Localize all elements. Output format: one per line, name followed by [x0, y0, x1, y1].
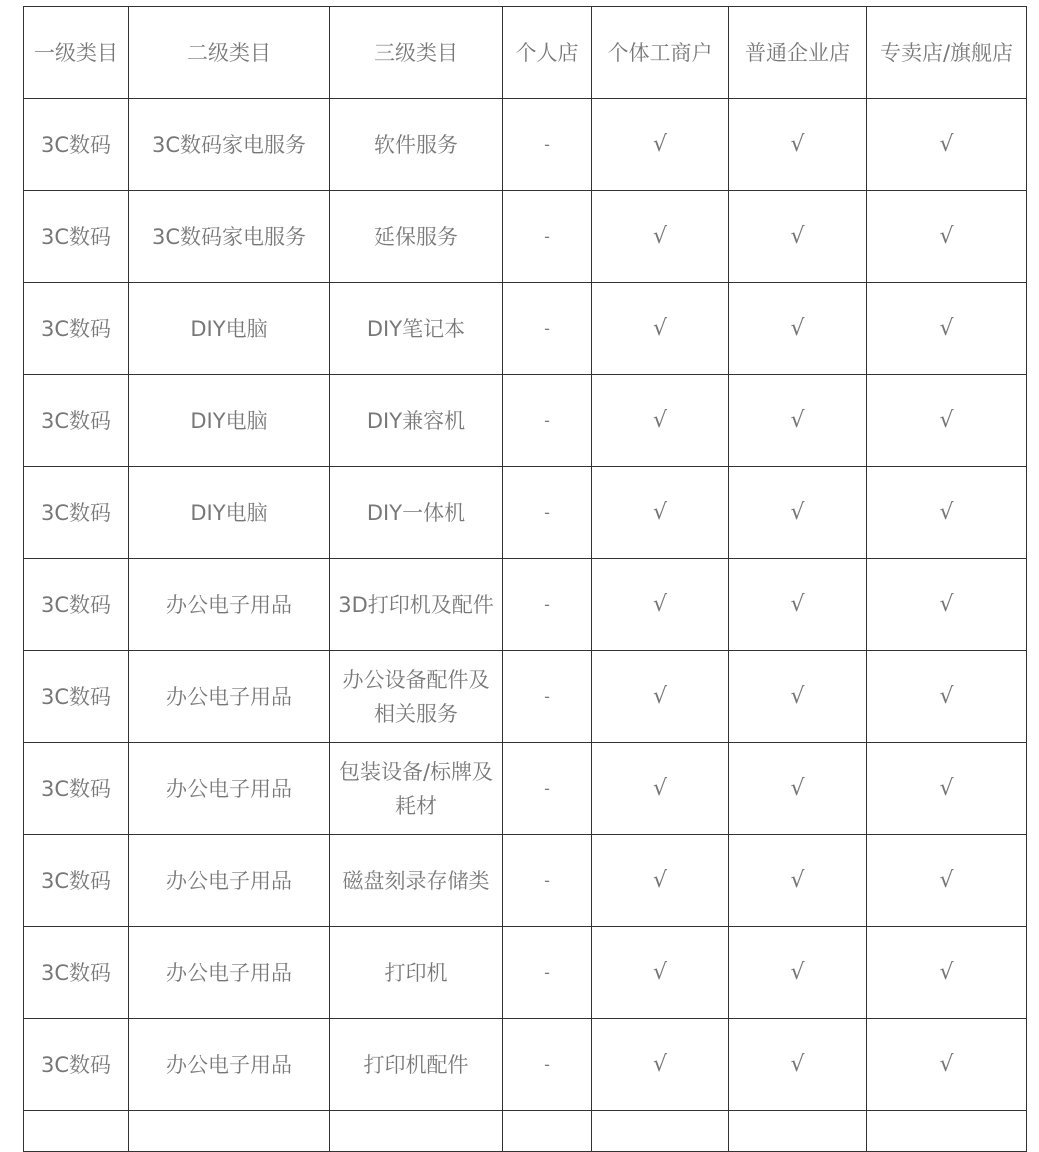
cell-enterprise-store: √: [729, 99, 867, 191]
cell-enterprise-store: √: [729, 651, 867, 743]
table-row: [24, 99, 1027, 191]
cell-individual-business: √: [592, 743, 729, 835]
cell-level3: 磁盘刻录存储类: [330, 835, 503, 927]
category-permission-table: [23, 6, 1027, 1152]
cell-empty: [867, 1111, 1027, 1152]
cell-level2: DIY电脑: [129, 467, 330, 559]
cell-level3: 包装设备/标牌及耗材: [330, 743, 503, 835]
cell-personal-store: -: [503, 743, 592, 835]
cell-personal-store: -: [503, 467, 592, 559]
table-row: [24, 375, 1027, 467]
cell-level1: 3C数码: [24, 375, 129, 467]
cell-flagship-store: √: [867, 283, 1027, 375]
cell-flagship-store: √: [867, 375, 1027, 467]
header-individual-business: 个体工商户: [592, 7, 729, 99]
cell-empty: [330, 1111, 503, 1152]
cell-empty: [24, 1111, 129, 1152]
cell-personal-store: -: [503, 559, 592, 651]
table-row: [24, 467, 1027, 559]
cell-level2: 3C数码家电服务: [129, 191, 330, 283]
cell-empty: [592, 1111, 729, 1152]
cell-enterprise-store: √: [729, 927, 867, 1019]
table-row: [24, 651, 1027, 743]
cell-individual-business: √: [592, 1019, 729, 1111]
cell-level2: 办公电子用品: [129, 927, 330, 1019]
cell-enterprise-store: √: [729, 743, 867, 835]
cell-empty: [729, 1111, 867, 1152]
cell-level2: 办公电子用品: [129, 1019, 330, 1111]
table-row: [24, 835, 1027, 927]
cell-enterprise-store: √: [729, 1019, 867, 1111]
cell-empty: [503, 1111, 592, 1152]
cell-personal-store: -: [503, 835, 592, 927]
cell-level2: 办公电子用品: [129, 835, 330, 927]
cell-individual-business: √: [592, 99, 729, 191]
cell-personal-store: -: [503, 375, 592, 467]
cell-level2: DIY电脑: [129, 375, 330, 467]
cell-level3: 打印机配件: [330, 1019, 503, 1111]
cell-personal-store: -: [503, 927, 592, 1019]
cell-flagship-store: √: [867, 651, 1027, 743]
header-enterprise-store: 普通企业店: [729, 7, 867, 99]
cell-enterprise-store: √: [729, 283, 867, 375]
cell-level2: DIY电脑: [129, 283, 330, 375]
table-row-partial: [24, 1111, 1027, 1152]
cell-flagship-store: √: [867, 1019, 1027, 1111]
category-table-container: [23, 6, 1027, 1152]
table-row: [24, 1019, 1027, 1111]
header-level1-category: 一级类目: [24, 7, 129, 99]
cell-level3: 办公设备配件及相关服务: [330, 651, 503, 743]
cell-level3: DIY一体机: [330, 467, 503, 559]
cell-level1: 3C数码: [24, 191, 129, 283]
table-row: [24, 927, 1027, 1019]
header-level2-category: 二级类目: [129, 7, 330, 99]
cell-flagship-store: √: [867, 191, 1027, 283]
cell-level2: 办公电子用品: [129, 559, 330, 651]
cell-level1: 3C数码: [24, 283, 129, 375]
cell-individual-business: √: [592, 191, 729, 283]
cell-level1: 3C数码: [24, 651, 129, 743]
cell-level2: 办公电子用品: [129, 651, 330, 743]
cell-level1: 3C数码: [24, 835, 129, 927]
header-level3-category: 三级类目: [330, 7, 503, 99]
cell-empty: [129, 1111, 330, 1152]
cell-level2: 办公电子用品: [129, 743, 330, 835]
cell-level3: DIY笔记本: [330, 283, 503, 375]
table-row: [24, 283, 1027, 375]
cell-enterprise-store: √: [729, 835, 867, 927]
cell-enterprise-store: √: [729, 467, 867, 559]
cell-level1: 3C数码: [24, 1019, 129, 1111]
cell-level2: 3C数码家电服务: [129, 99, 330, 191]
cell-level1: 3C数码: [24, 743, 129, 835]
cell-flagship-store: √: [867, 99, 1027, 191]
cell-level3: 延保服务: [330, 191, 503, 283]
cell-level3: DIY兼容机: [330, 375, 503, 467]
cell-flagship-store: √: [867, 927, 1027, 1019]
cell-personal-store: -: [503, 283, 592, 375]
cell-personal-store: -: [503, 1019, 592, 1111]
cell-enterprise-store: √: [729, 191, 867, 283]
cell-individual-business: √: [592, 375, 729, 467]
table-header-row: [24, 7, 1027, 99]
cell-individual-business: √: [592, 283, 729, 375]
cell-flagship-store: √: [867, 743, 1027, 835]
cell-individual-business: √: [592, 835, 729, 927]
cell-personal-store: -: [503, 191, 592, 283]
cell-level1: 3C数码: [24, 99, 129, 191]
header-personal-store: 个人店: [503, 7, 592, 99]
cell-flagship-store: √: [867, 467, 1027, 559]
cell-personal-store: -: [503, 99, 592, 191]
table-row: [24, 559, 1027, 651]
cell-level3: 3D打印机及配件: [330, 559, 503, 651]
cell-enterprise-store: √: [729, 559, 867, 651]
cell-flagship-store: √: [867, 835, 1027, 927]
cell-flagship-store: √: [867, 559, 1027, 651]
cell-enterprise-store: √: [729, 375, 867, 467]
table-row: [24, 743, 1027, 835]
cell-level1: 3C数码: [24, 927, 129, 1019]
cell-level1: 3C数码: [24, 467, 129, 559]
cell-individual-business: √: [592, 467, 729, 559]
cell-personal-store: -: [503, 651, 592, 743]
cell-individual-business: √: [592, 651, 729, 743]
cell-level3: 软件服务: [330, 99, 503, 191]
table-row: [24, 191, 1027, 283]
cell-individual-business: √: [592, 559, 729, 651]
cell-individual-business: √: [592, 927, 729, 1019]
cell-level3: 打印机: [330, 927, 503, 1019]
header-flagship-store: 专卖店/旗舰店: [867, 7, 1027, 99]
cell-level1: 3C数码: [24, 559, 129, 651]
